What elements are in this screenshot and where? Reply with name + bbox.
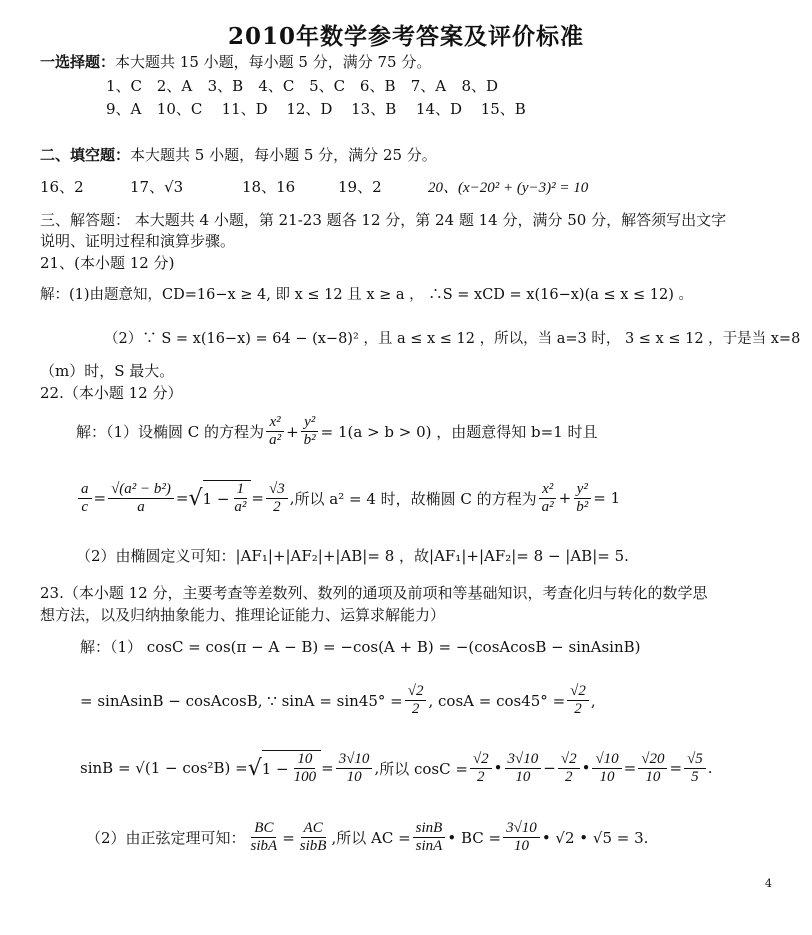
answer-item: 10、C	[156, 100, 203, 118]
q22-line2-text-a: 所以 a² = 4 时，故椭圆 C 的方程为	[294, 489, 537, 508]
answer-item: 8、D	[461, 77, 499, 95]
answer-item: 6、B	[359, 77, 396, 95]
answer-item: 14、D	[415, 100, 463, 118]
q23-line2-text-b: , cosA = cos45° =	[428, 691, 566, 710]
q23-line1: 解：（1） cosC = cos(π − A − B) = −cos(A + B) = −(cosAcosB − sinAsinB)	[80, 638, 641, 656]
answer-item: 2、A	[156, 77, 193, 95]
section1-label: 一选择题：	[40, 53, 116, 71]
q23-line2: = sinAsinB − cosAcosB, ∵ sinA = sin45° = $\frac{√2}{2}$ , cosA = cos45° = $\frac{√2}{2}$ ,	[80, 683, 596, 717]
q22-line2-text-b: = 1	[593, 489, 621, 507]
fill-answers-row	[40, 177, 588, 198]
q23-line3: sinB = √(1 − cos²B) = √ 1 − $\frac{10}{100}$ = $\frac{3√10}{10}$ , 所以 cosC = $\frac{√2}{2}$ • $\frac{3√10}{10}$ − $\frac{√2}{2}$ • $\frac{√10}{10}$ = $\frac{√20}{10}$ = $\frac{√5}{5}$ .	[80, 750, 713, 785]
section2-heading	[40, 145, 437, 165]
answer-item: 5、C	[309, 77, 346, 95]
answer-item: 18、16	[242, 178, 296, 196]
q21-line2: （2）∵ S = x(16−x) = 64 − (x−8)² ，且 a ≤ x ≤ 12 ，所以，当 a=3 时， 3 ≤ x ≤ 12 ，于是当 x=8	[104, 331, 801, 347]
answer-item: 17、√3	[130, 178, 184, 196]
q23-line4-text-b: 所以 AC =	[336, 829, 411, 847]
q23-heading-line1: 23.（本小题 12 分，主要考查等差数列、数列的通项及前项和等基础知识，考查化归与转化的数学思	[40, 584, 708, 602]
q21-heading: 21、(本小题 12 分)	[40, 254, 175, 272]
answer-item: 3、B	[207, 77, 244, 95]
fraction: $\frac{AC}{\text{sibB}}$	[299, 820, 327, 854]
answer-item: 15、B	[480, 100, 526, 118]
q21-line1: 解：(1)由题意知，CD=16−x ≥ 4, 即 x ≤ 12 且 x ≥ a ， ∴S = xCD = x(16−x)(a ≤ x ≤ 12) 。	[40, 287, 693, 303]
q23-line3-text-b: 所以 cosC =	[379, 759, 468, 778]
fraction: $\frac{3√10}{10}$	[336, 751, 373, 786]
q22-line2: $\frac{a}{c}$ = $\frac{\text{√(a² − b²)}}{a}$ = √ 1 − $\frac{1}{\text{a²}}$ = $\frac{√3}{2}$ , 所以 a² = 4 时，故椭圆 C 的方程为 $\frac{\text{x²}}{\text{a²}}$ + $\frac{\text{y²}}{\text{b²}}$ = 1	[76, 480, 620, 516]
fraction: $\frac{3√10}{10}$	[503, 820, 540, 855]
section1-heading	[40, 52, 431, 72]
answer-item: 11、D	[221, 100, 268, 118]
section2-desc: 本大题共 5 小题，每小题 5 分，满分 25 分。	[130, 146, 437, 164]
fraction: $\frac{√3}{2}$	[266, 481, 288, 516]
q23-line2-text-a: = sinAsinB − cosAcosB, ∵ sinA = sin45° =	[80, 691, 403, 710]
answer-item: 4、C	[258, 77, 295, 95]
fraction: $\frac{√2}{2}$	[405, 683, 427, 718]
q21-line3: （m）时，S 最大。	[40, 362, 175, 380]
q23-heading-line2: 想方法，以及归纳抽象能力、推理论证能力、运算求解能力）	[40, 606, 446, 624]
q23-line4-text-a: （2）由正弦定理可知：	[86, 829, 246, 847]
q23-line4: （2）由正弦定理可知： $\frac{BC}{\text{sibA}}$ = $\frac{AC}{\text{sibB}}$ , 所以 AC = $\frac{\sin B}{\sin A}$ • BC = $\frac{3√10}{10}$ • √2 • √5 = 3.	[86, 820, 649, 854]
choice-answers-row1	[106, 76, 507, 96]
q23-line4-text-d: • √2 • √5 = 3.	[541, 828, 649, 847]
fraction: $\frac{BC}{\text{sibA}}$	[250, 820, 278, 854]
fraction: $\frac{\sin B}{\sin A}$	[413, 820, 446, 855]
fraction: $\frac{\text{√(a² − b²)}}{a}$	[108, 481, 174, 516]
answer-item: 7、A	[410, 77, 447, 95]
q22-line1: 解：（1）设椭圆 C 的方程为 $\frac{\text{x²}}{\text{a²}}$ + $\frac{\text{y²}}{\text{b²}}$ = 1(a > b > 0) ，由题意得知 b=1 时且	[76, 414, 598, 448]
answer-item: 20、(x−20² + (y−3)² = 10	[428, 180, 589, 196]
answer-item: 1、C	[106, 77, 143, 95]
page-title: 2010年数学参考答案及评价标准	[227, 23, 584, 50]
answer-item: 16、2	[40, 178, 84, 196]
fraction: $\frac{\text{x²}}{\text{a²}}$	[539, 481, 557, 516]
section2-label: 二、填空题：	[40, 146, 131, 164]
fraction: $\frac{\text{y²}}{\text{b²}}$	[573, 481, 591, 516]
answer-item: 9、A	[106, 100, 142, 118]
q22-line3: （2）由椭圆定义可知：|AF₁|+|AF₂|+|AB|= 8 ，故|AF₁|+|AF₂|= 8 − |AB|= 5.	[76, 547, 629, 565]
answer-item: 12、D	[286, 100, 333, 118]
q22-heading: 22.（本小题 12 分）	[40, 384, 183, 402]
q23-line3-text-a: sinB = √(1 − cos²B) =	[80, 759, 248, 777]
q22-line1-text-b: = 1(a > b > 0) ，由题意得知 b=1 时且	[320, 423, 598, 441]
fraction: $\frac{a}{c}$	[78, 481, 92, 516]
choice-answers-row2	[106, 99, 541, 119]
section3-line2: 说明、证明过程和演算步骤。	[40, 232, 236, 250]
q23-line4-text-c: • BC =	[447, 828, 502, 847]
answer-item: 19、2	[338, 178, 382, 196]
q22-line1-text-a: 解：（1）设椭圆 C 的方程为	[76, 423, 265, 441]
section1-desc: 本大题共 15 小题，每小题 5 分，满分 75 分。	[115, 53, 432, 71]
fraction: $\frac{√2}{2}$	[567, 683, 589, 718]
answer-item: 13、B	[351, 100, 397, 118]
fraction: $\frac{\text{y²}}{\text{b²}}$	[301, 414, 319, 449]
fraction: $\frac{\text{x²}}{\text{a²}}$	[266, 414, 284, 449]
page-number: 4	[765, 877, 772, 890]
section3-line1: 三、解答题： 本大题共 4 小题，第 21-23 题各 12 分，第 24 题 14 分，满分 50 分，解答须写出文字	[40, 211, 727, 229]
